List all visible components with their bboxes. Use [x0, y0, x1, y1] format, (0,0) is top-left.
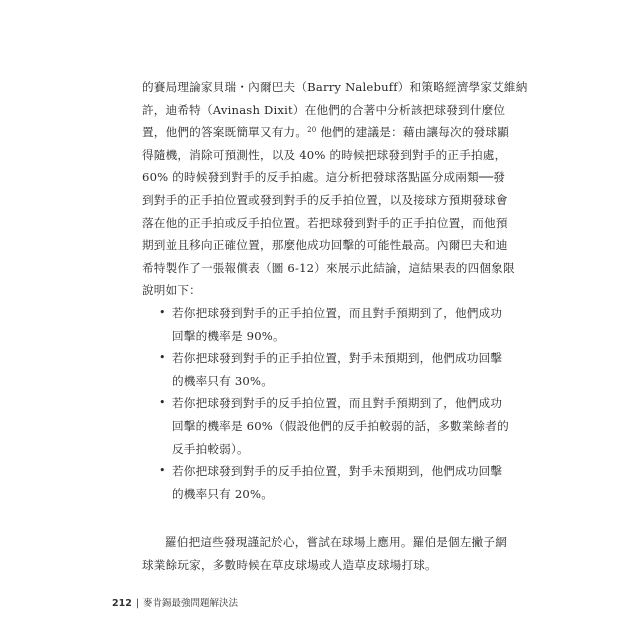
paragraph-line: 希特製作了一張報償表（圖 6-12）來展示此結論，這結果表的四個象限 — [142, 260, 515, 275]
paragraph-text: 他們的建議是：藉由讓每次的發球顯 — [316, 125, 510, 140]
paragraph-line: 羅伯把這些發現謹記於心，嘗試在球場上應用。羅伯是個左撇子網 — [165, 535, 508, 550]
paragraph-line: 球業餘玩家，多數時候在草皮球場或人造草皮球場打球。 — [142, 557, 437, 572]
bullet-text: 的機率只有 20%。 — [172, 486, 274, 501]
paragraph-line: 落在他的正手拍或反手拍位置。若把球發到對手的正手拍位置，而他預 — [142, 215, 508, 230]
bullet-text: 回擊的機率是 60%（假設他們的反手拍較弱的話，多數業餘者的 — [172, 418, 509, 433]
book-title: 麥肯錫最強問題解決法 — [143, 598, 239, 609]
bullet-list — [142, 302, 509, 505]
paragraph-line: 說明如下： — [142, 283, 201, 298]
bullet-item — [142, 347, 504, 392]
bullet-item — [142, 460, 504, 505]
paragraph-line: 60% 的時候發到對手的反手拍處。這分析把發球落點區分成兩類──發 — [142, 170, 506, 185]
bullet-text: 反手拍較弱）。 — [172, 441, 249, 456]
bullet-dot-icon: • — [159, 351, 166, 365]
page-footer — [112, 595, 238, 609]
paragraph-line: 到對手的正手拍位置或發到對手的反手拍位置，以及接球方預期發球會 — [142, 192, 508, 207]
bullet-item — [142, 302, 504, 347]
paragraph-spacer — [142, 505, 504, 531]
paragraph-line — [142, 121, 510, 144]
bullet-text: 若你把球發到對手的反手拍位置，對手未預期到，他們成功回擊 — [172, 464, 503, 479]
bullet-dot-icon: • — [159, 464, 166, 478]
paragraph-line: 得隨機，消除可預測性，以及 40% 的時候把球發到對手的正手拍處， — [142, 147, 507, 162]
bullet-text: 的機率只有 30%。 — [172, 373, 274, 388]
bullet-text: 回擊的機率是 90%。 — [172, 328, 285, 343]
footer-separator: | — [135, 598, 140, 609]
paragraph-line: 的賽局理論家貝瑞・內爾巴夫（Barry Nalebuff）和策略經濟學家艾維納 — [142, 80, 528, 94]
footnote-marker[interactable]: 20 — [307, 126, 317, 135]
bullet-dot-icon: • — [159, 305, 166, 319]
bullet-text: 若你把球發到對手的反手拍位置，而且對手預期到了，他們成功 — [172, 396, 503, 411]
page-number: 212 — [112, 598, 132, 609]
paragraph-text: 置，他們的答案既簡單又有力。 — [142, 125, 308, 140]
bullet-text: 若你把球發到對手的正手拍位置，而且對手預期到了，他們成功 — [172, 305, 503, 320]
bullet-text: 若你把球發到對手的正手拍位置，對手未預期到，他們成功回擊 — [172, 351, 503, 366]
paragraph-line: 許，迪希特（Avinash Dixit）在他們的合著中分析該把球發到什麼位 — [142, 102, 506, 117]
body-text — [142, 76, 528, 576]
bullet-dot-icon: • — [159, 396, 166, 410]
bullet-item — [142, 392, 509, 460]
paragraph-line: 期到並且移向正確位置，那麼他成功回擊的可能性最高。內爾巴夫和迪 — [142, 238, 508, 253]
